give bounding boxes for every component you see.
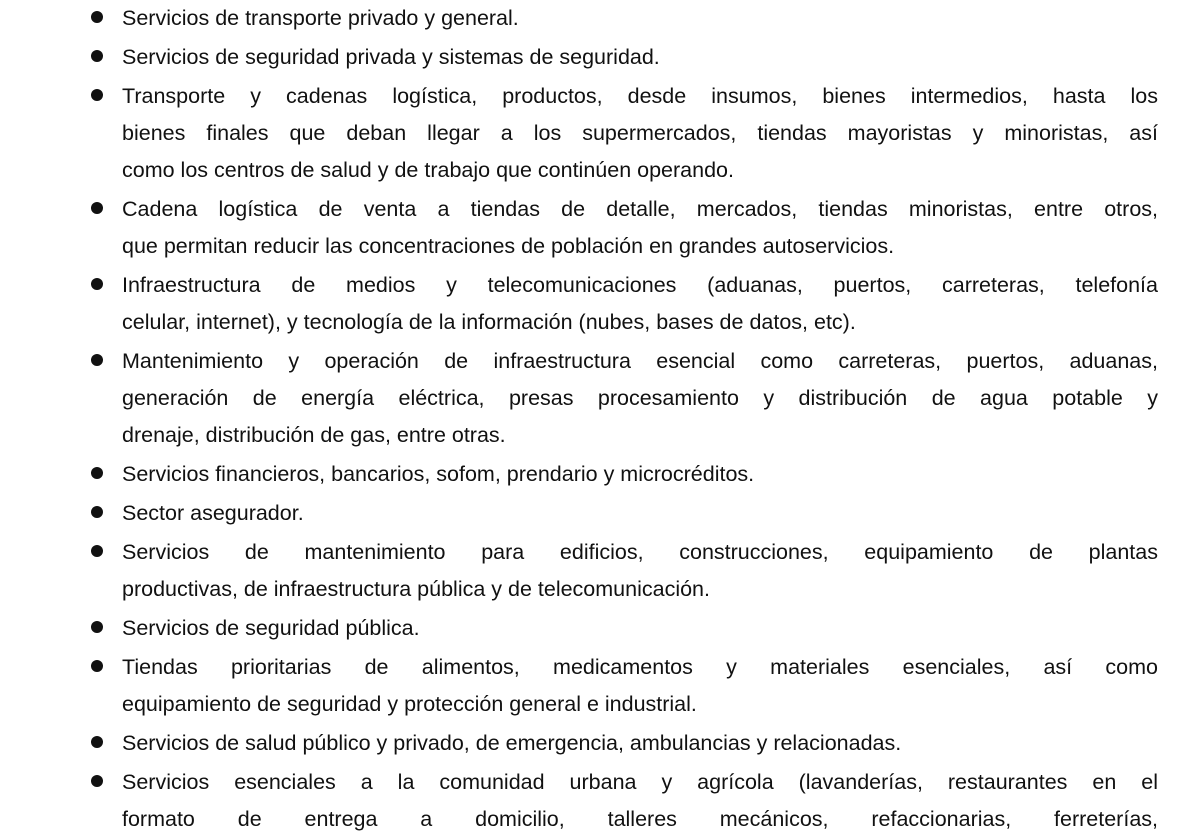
bullet-icon xyxy=(91,50,103,62)
list-item xyxy=(0,725,1200,762)
list-item-line: productivas, de infraestructura pública y de telecomunicación. xyxy=(122,577,710,601)
bullet-icon xyxy=(91,354,103,366)
list-item-line: como los centros de salud y de trabajo que continúen operando. xyxy=(122,158,734,182)
list-item-line: que permitan reducir las concentraciones de población en grandes autoservicios. xyxy=(122,234,895,258)
list-item xyxy=(0,191,1200,265)
list-item xyxy=(0,764,1200,838)
bullet-icon xyxy=(91,89,103,101)
list-item xyxy=(0,534,1200,608)
list-item-line: Servicios financieros, bancarios, sofom, prendario y microcréditos. xyxy=(122,462,755,486)
bullet-icon xyxy=(91,736,103,748)
list-item xyxy=(0,456,1200,493)
list-item-line: Servicios de mantenimiento para edificios, construcciones, equipamiento de plantas xyxy=(122,540,1158,564)
bullet-icon xyxy=(91,467,103,479)
list-item xyxy=(0,0,1200,37)
list-item-line: Servicios esenciales a la comunidad urbana y agrícola (lavanderías, restaurantes en el xyxy=(122,770,1158,794)
list-item-line: generación de energía eléctrica, presas procesamiento y distribución de agua potable y xyxy=(122,386,1158,410)
bullet-icon xyxy=(91,506,103,518)
bullet-icon xyxy=(91,11,103,23)
list-item xyxy=(0,649,1200,723)
list-item-line: Infraestructura de medios y telecomunicaciones (aduanas, puertos, carreteras, telefonía xyxy=(122,273,1158,297)
list-item-line: Mantenimiento y operación de infraestructura esencial como carreteras, puertos, aduanas, xyxy=(122,349,1158,373)
list-item-line: Servicios de transporte privado y general. xyxy=(122,6,519,30)
list-item-line: Transporte y cadenas logística, productos, desde insumos, bienes intermedios, hasta los xyxy=(122,84,1158,108)
bullet-icon xyxy=(91,545,103,557)
list-item xyxy=(0,39,1200,76)
list-item-line: celular, internet), y tecnología de la información (nubes, bases de datos, etc). xyxy=(122,310,856,334)
list-item-line: Sector asegurador. xyxy=(122,501,304,525)
list-item-line: drenaje, distribución de gas, entre otras. xyxy=(122,423,506,447)
list-item-line: Tiendas prioritarias de alimentos, medicamentos y materiales esenciales, así como xyxy=(122,655,1158,679)
list-item xyxy=(0,78,1200,189)
list-item xyxy=(0,610,1200,647)
list-item-line: Servicios de salud público y privado, de emergencia, ambulancias y relacionadas. xyxy=(122,731,902,755)
list-item-line: bienes finales que deban llegar a los supermercados, tiendas mayoristas y minoristas, así xyxy=(122,121,1158,145)
bullet-icon xyxy=(91,278,103,290)
list-item xyxy=(0,343,1200,454)
list-item xyxy=(0,267,1200,341)
list-item-line: equipamiento de seguridad y protección general e industrial. xyxy=(122,692,697,716)
list-item-line: Servicios de seguridad privada y sistemas de seguridad. xyxy=(122,45,660,69)
list-item-line: Servicios de seguridad pública. xyxy=(122,616,420,640)
list-item xyxy=(0,495,1200,532)
list-item-line: Cadena logística de venta a tiendas de detalle, mercados, tiendas minoristas, entre otros, xyxy=(122,197,1158,221)
bullet-icon xyxy=(91,621,103,633)
bullet-icon xyxy=(91,202,103,214)
list-item-line: formato de entrega a domicilio, talleres mecánicos, refaccionarias, ferreterías, xyxy=(122,807,1158,831)
bullet-icon xyxy=(91,775,103,787)
bullet-icon xyxy=(91,660,103,672)
